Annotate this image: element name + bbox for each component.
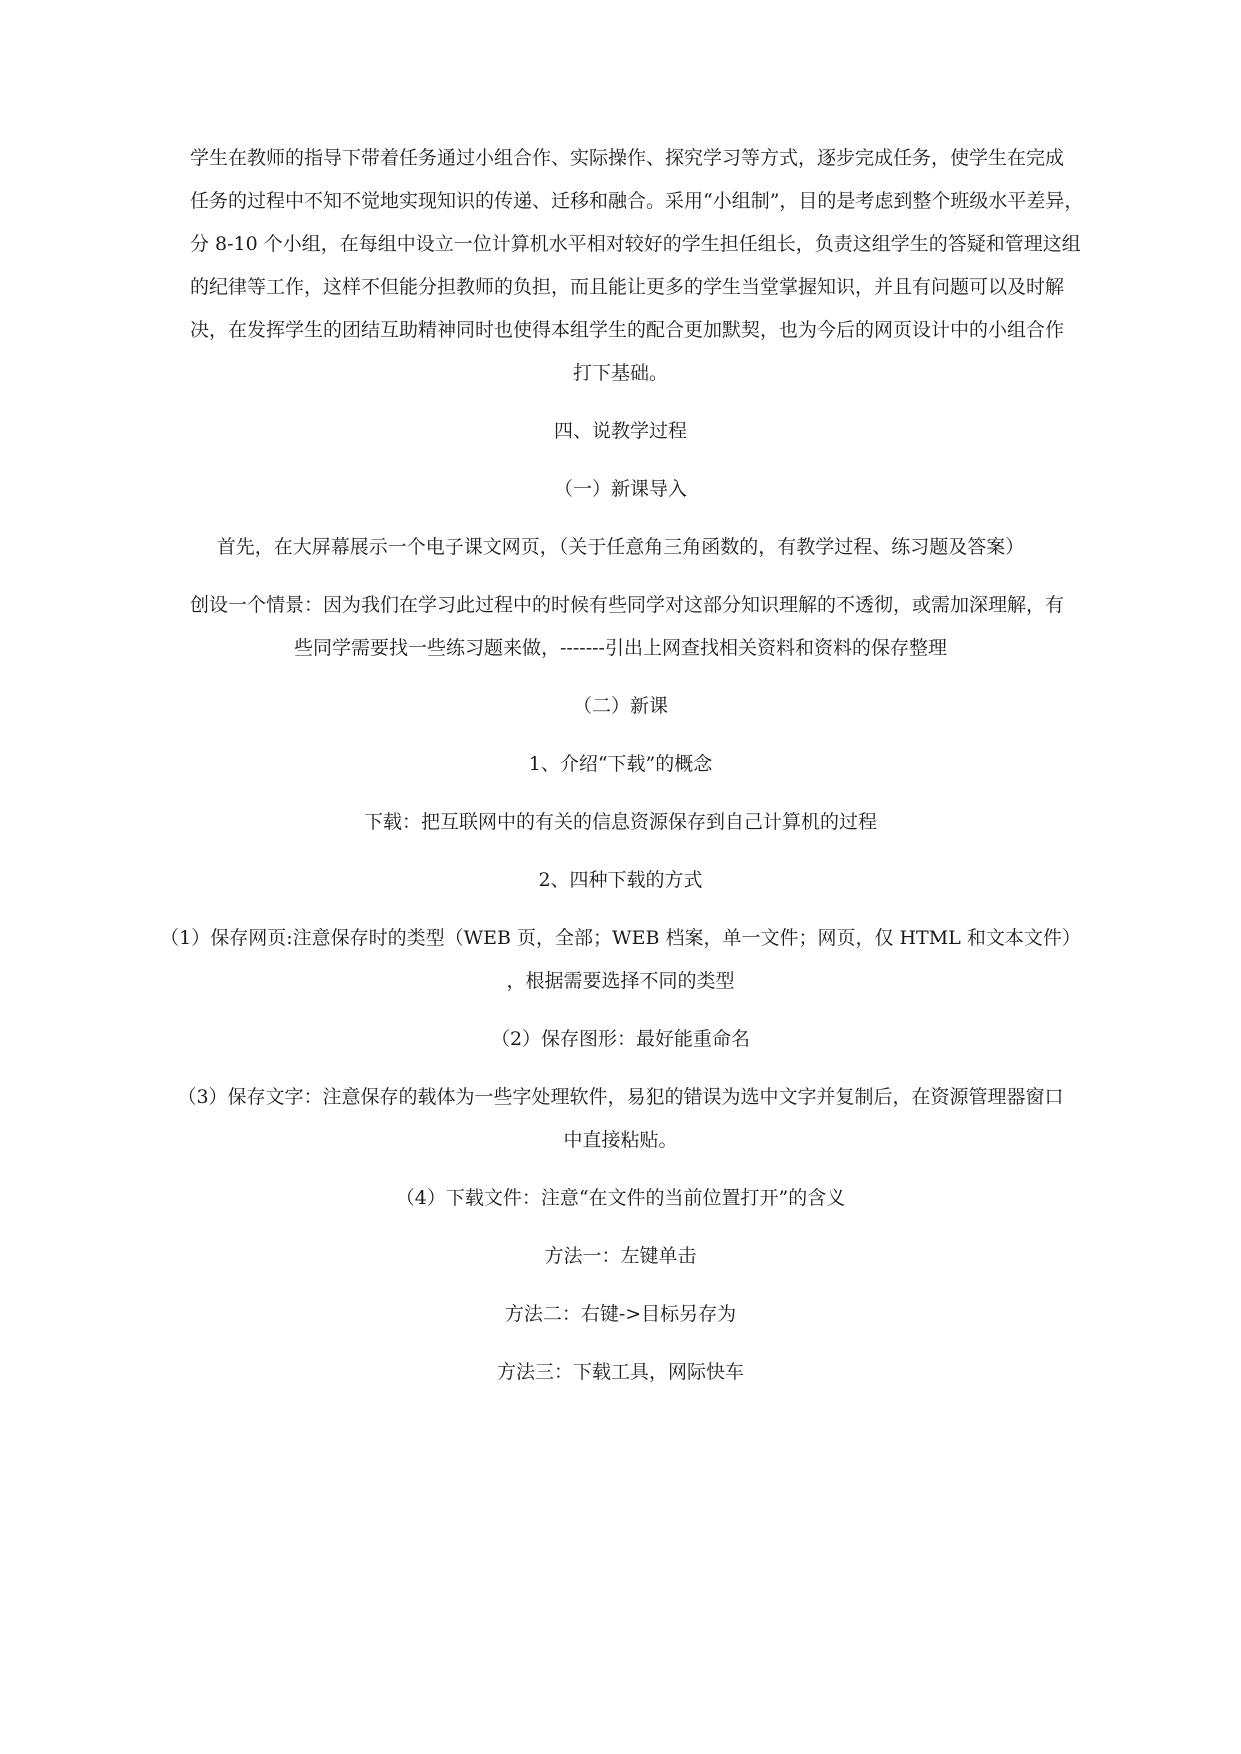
- method1-line: （1）保存网页:注意保存时的类型（WEB 页，全部；WEB 档案，单一文件；网页，仅 HTML 和文本文件）: [160, 927, 1081, 949]
- paragraph-line: 任务的过程中不知不觉地实现知识的传递、迁移和融合。采用“小组制”，目的是考虑到整个班级水平差异，: [190, 190, 1084, 212]
- method2-text: （2）保存图形：最好能重命名: [490, 1028, 751, 1050]
- scenario-line: 些同学需要找一些练习题来做，-------引出上网查找相关资料和资料的保存整理: [294, 637, 947, 659]
- method3-line: （3）保存文字：注意保存的载体为一些字处理软件，易犯的错误为选中文字并复制后，在资源管理器窗口: [177, 1086, 1064, 1108]
- way3-text: 方法三：下载工具，网际快车: [496, 1361, 744, 1383]
- method3-line: 中直接粘贴。: [563, 1129, 678, 1151]
- method1-line: ，根据需要选择不同的类型: [506, 970, 735, 992]
- paragraph-line: 的纪律等工作，这样不但能分担教师的负担，而且能让更多的学生当堂掌握知识，并且有问题可以及时解: [190, 276, 1065, 298]
- intro-display-text: 首先，在大屏幕展示一个电子课文网页，（关于任意角三角函数的，有教学过程、练习题及答案）: [216, 536, 1025, 558]
- way2-text: 方法二：右键->目标另存为: [504, 1303, 737, 1325]
- method4-text: （4）下载文件：注意“在文件的当前位置打开”的含义: [395, 1187, 846, 1209]
- item2-heading: 2、四种下载的方式: [538, 869, 703, 891]
- way1-text: 方法一：左键单击: [544, 1245, 697, 1267]
- subsection-one-heading: （一）新课导入: [553, 478, 687, 500]
- paragraph-line: 学生在教师的指导下带着任务通过小组合作、实际操作、探究学习等方式，逐步完成任务，使学生在完成: [190, 147, 1065, 169]
- section-four-heading: 四、说教学过程: [553, 420, 687, 442]
- paragraph-line: 分 8-10 个小组，在每组中设立一位计算机水平相对较好的学生担任组长，负责这组学生的答疑和管理这组: [190, 233, 1081, 255]
- scenario-line: 创设一个情景：因为我们在学习此过程中的时候有些同学对这部分知识理解的不透彻，或需加深理解，有: [190, 594, 1065, 616]
- subsection-two-heading: （二）新课: [572, 695, 668, 717]
- paragraph-line: 打下基础。: [572, 362, 668, 384]
- download-definition: 下载：把互联网中的有关的信息资源保存到自己计算机的过程: [363, 811, 877, 833]
- item1-heading: 1、介绍“下载”的概念: [528, 753, 713, 775]
- paragraph-line: 决，在发挥学生的团结互助精神同时也使得本组学生的配合更加默契，也为今后的网页设计中的小组合作: [190, 319, 1065, 341]
